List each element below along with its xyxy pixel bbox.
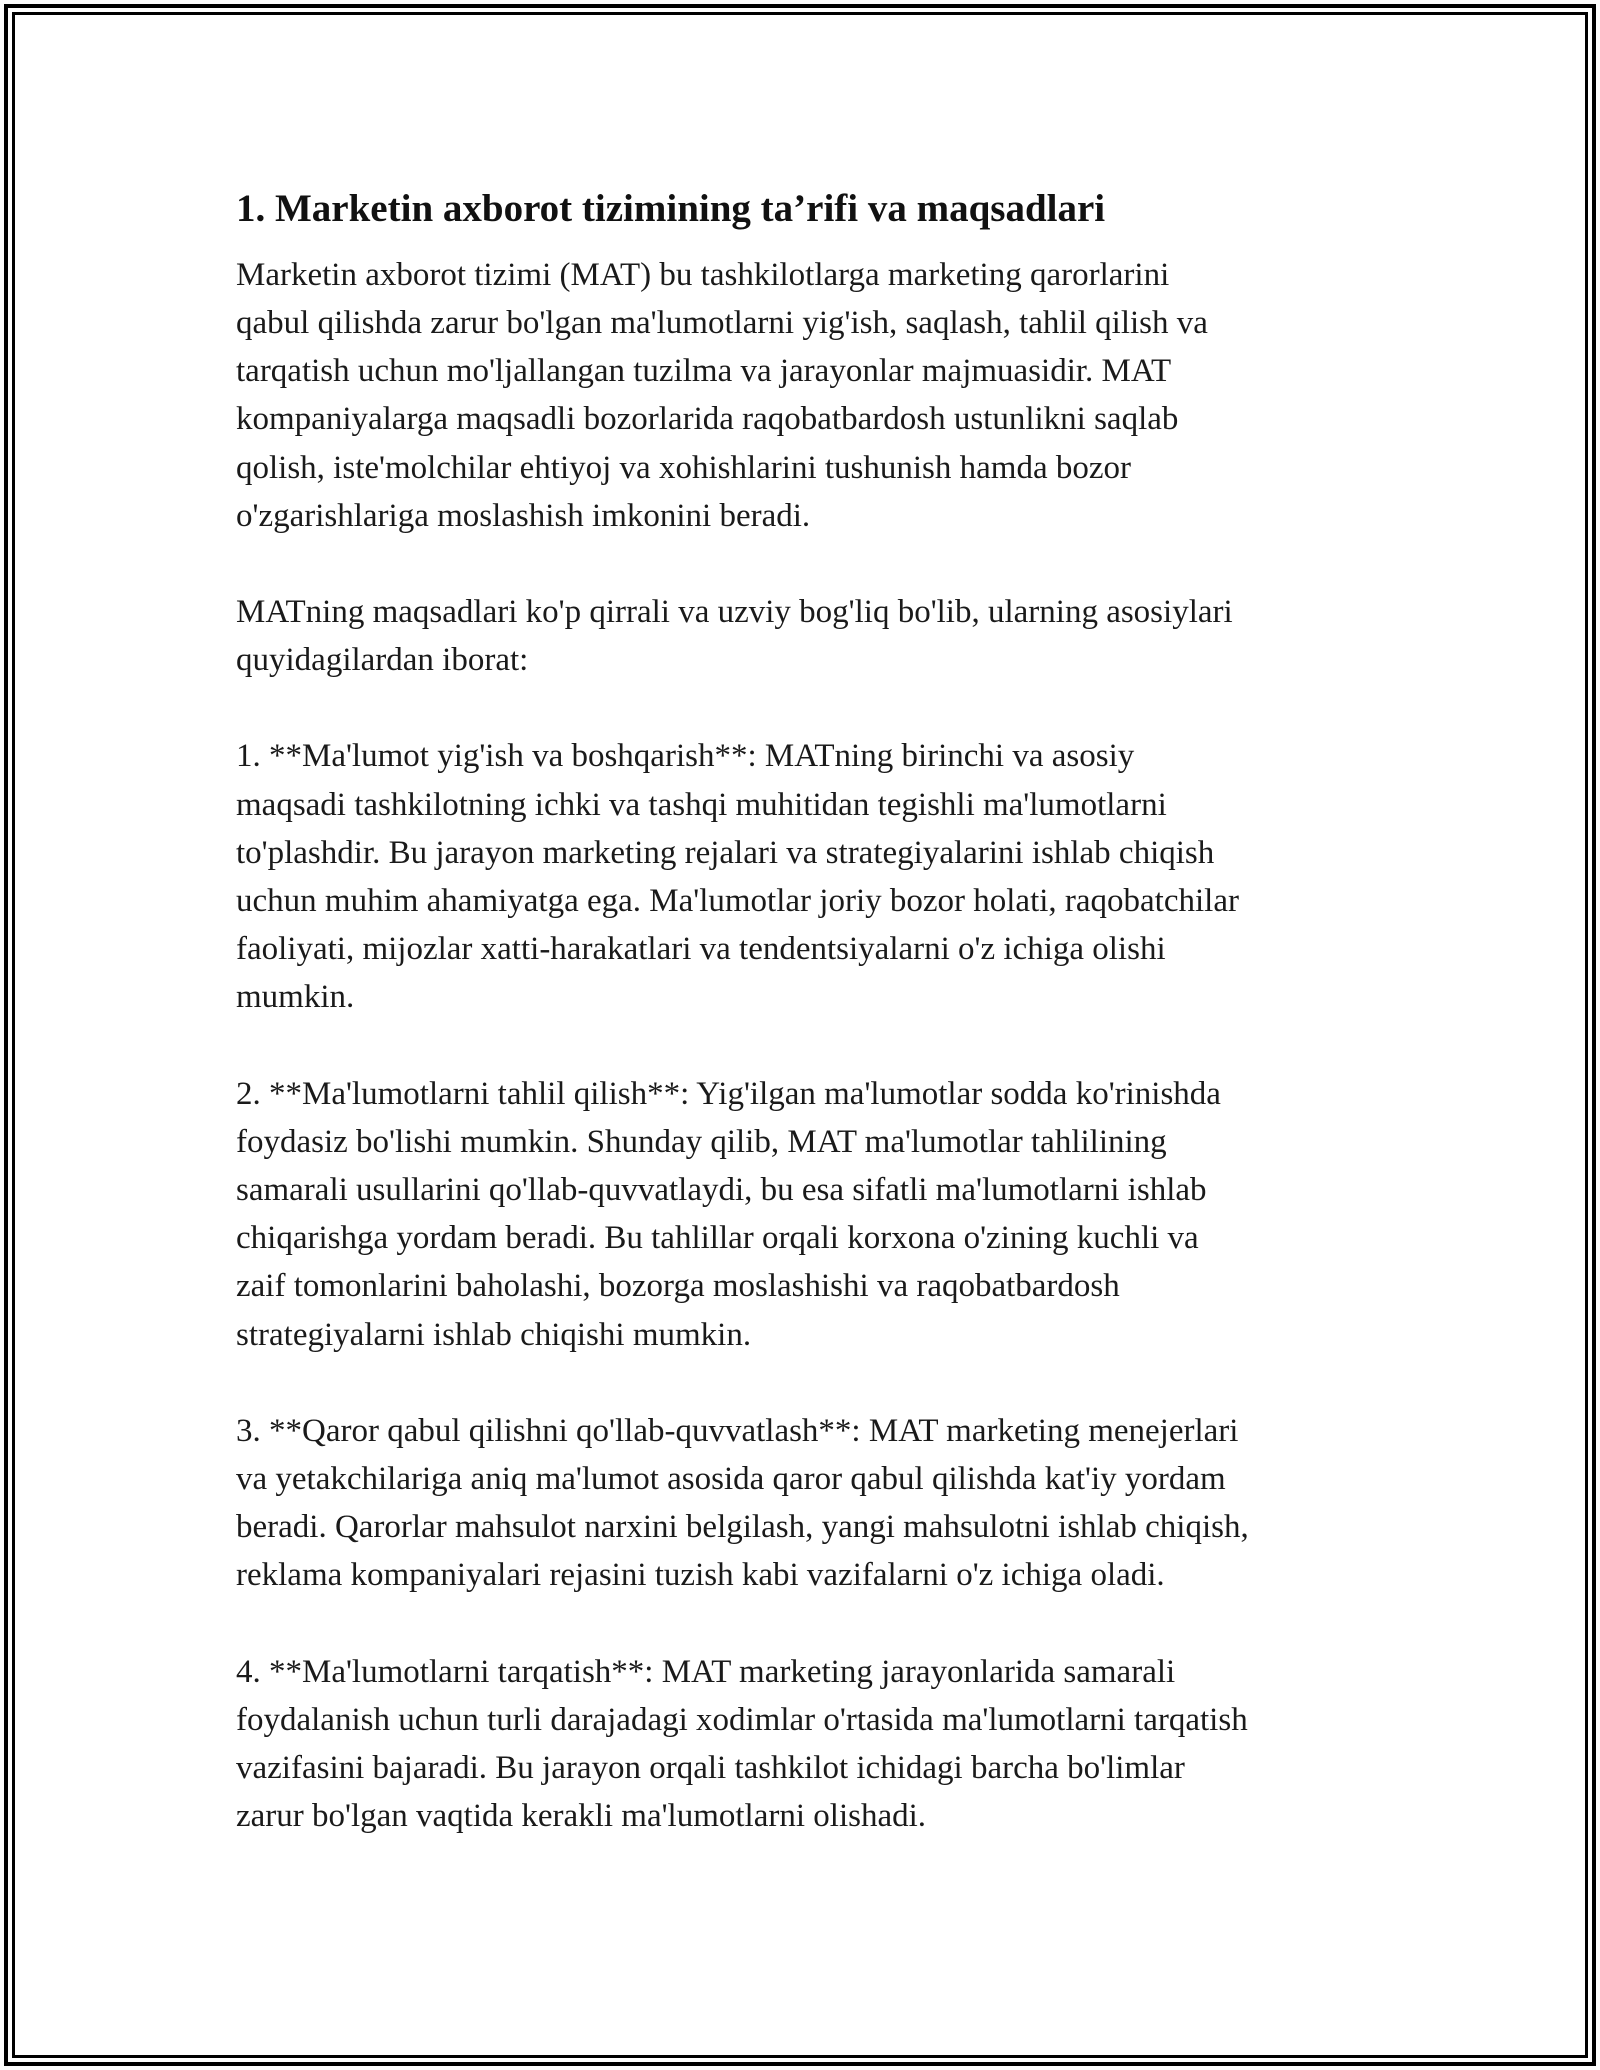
section-heading: 1. Marketin axborot tizimining ta’rifi va maqsadlari bbox=[236, 187, 1106, 230]
paragraph-goal-2: 2. **Ma'lumotlarni tahlil qilish**: Yig'ilgan ma'lumotlar sodda ko'rinishda foydasiz bo'lishi mumkin. Shunday qilib, MAT ma'lumotlar tahlilining samarali usullarini qo'llab-quvvatlaydi, bu esa sifatli ma'lumotlarni ishlab chiqarishga yordam beradi. Bu tahlillar orqali korxona o'zining kuchli va zaif tomonlarini baholashi, bozorga moslashishi va raqobatbardosh strategiyalarni ishlab chiqishi mumkin. bbox=[236, 1075, 1221, 1353]
paragraph-goal-3: 3. **Qaror qabul qilishni qo'llab-quvvatlash**: MAT marketing menejerlari va yetakchilariga aniq ma'lumot asosida qaror qabul qilishda kat'iy yordam beradi. Qarorlar mahsulot narxini belgilash, yangi mahsulotni ishlab chiqish, reklama kompaniyalari rejasini tuzish kabi vazifalarni o'z ichiga oladi. bbox=[236, 1412, 1249, 1594]
document-body bbox=[236, 186, 1386, 1888]
paragraph-goal-4: 4. **Ma'lumotlarni tarqatish**: MAT marketing jarayonlarida samarali foydalanish uchun turli darajadagi xodimlar o'rtasida ma'lumotlarni tarqatish vazifasini bajaradi. Bu jarayon orqali tashkilot ichidagi barcha bo'limlar zarur bo'lgan vaqtida kerakli ma'lumotlarni olishadi. bbox=[236, 1653, 1248, 1835]
paragraph-goals-intro: MATning maqsadlari ko'p qirrali va uzviy bog'liq bo'lib, ularning asosiylari quyidagilardan iborat: bbox=[236, 594, 1233, 679]
paragraph-goal-1: 1. **Ma'lumot yig'ish va boshqarish**: MATning birinchi va asosiy maqsadi tashkilotning ichki va tashqi muhitidan tegishli ma'lumotlarni to'plashdir. Bu jarayon marketing rejalari va strategiyalarini ishlab chiqish uchun muhim ahamiyatga ega. Ma'lumotlar joriy bozor holati, raqobatchilar faoliyati, mijozlar xatti-harakatlari va tendentsiyalarni o'z ichiga olishi mumkin. bbox=[236, 738, 1239, 1016]
paragraph-definition: Marketin axborot tizimi (MAT) bu tashkilotlarga marketing qarorlarini qabul qilishda zarur bo'lgan ma'lumotlarni yig'ish, saqlash, tahlil qilish va tarqatish uchun mo'ljallangan tuzilma va jarayonlar majmuasidir. MAT kompaniyalarga maqsadli bozorlarida raqobatbardosh ustunlikni saqlab qolish, iste'molchilar ehtiyoj va xohishlarini tushunish hamda bozor o'zgarishlariga moslashish imkonini beradi. bbox=[236, 256, 1208, 534]
